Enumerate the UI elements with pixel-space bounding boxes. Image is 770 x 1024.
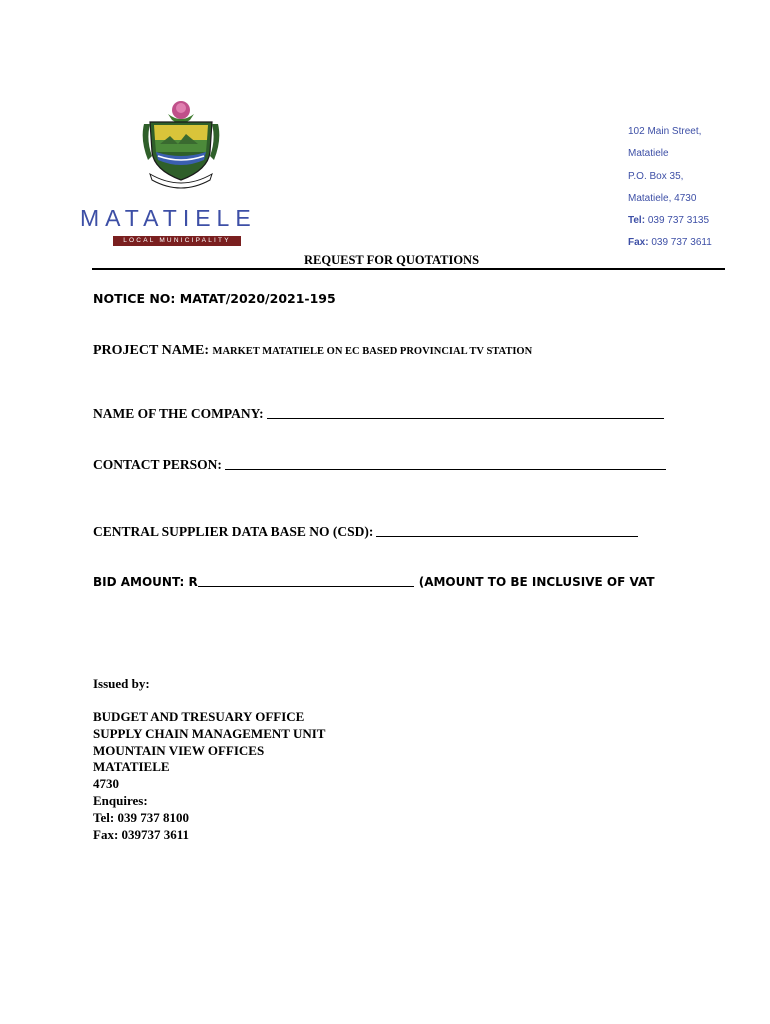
header-divider — [92, 268, 725, 270]
municipal-crest-logo — [138, 100, 224, 192]
project-name-line — [93, 343, 532, 359]
bid-blank-line[interactable] — [198, 585, 414, 587]
csd-label: CENTRAL SUPPLIER DATA BASE NO (CSD): — [93, 524, 374, 539]
address-tel — [628, 215, 712, 237]
bid-amount-field[interactable] — [93, 575, 655, 589]
bid-note: (AMOUNT TO BE INCLUSIVE OF VAT — [418, 575, 655, 589]
issued-by-label: Issued by: — [93, 676, 150, 691]
address-town: Matatiele — [628, 148, 669, 160]
office-line: MOUNTAIN VIEW OFFICES — [93, 742, 265, 758]
fax-value: 039 737 3611 — [651, 237, 712, 249]
tel-label: Tel: — [628, 215, 646, 227]
issuing-office-block — [93, 709, 325, 843]
office-line: SUPPLY CHAIN MANAGEMENT UNIT — [93, 725, 326, 741]
contact-person-field[interactable] — [93, 457, 666, 473]
office-line: Tel: 039 737 8100 — [93, 809, 189, 825]
company-label: NAME OF THE COMPANY: — [93, 406, 264, 421]
contact-blank-line[interactable] — [225, 468, 666, 470]
office-line: BUDGET AND TRESUARY OFFICE — [93, 709, 305, 724]
municipality-subtitle-band: LOCAL MUNICIPALITY — [113, 236, 241, 246]
office-line: MATATIELE — [93, 759, 170, 775]
bid-label: BID AMOUNT: R — [93, 575, 198, 589]
address-block — [628, 126, 712, 260]
fax-label: Fax: — [628, 237, 649, 249]
contact-label: CONTACT PERSON: — [93, 457, 222, 472]
office-line: Fax: 039737 3611 — [93, 826, 190, 842]
address-street: 102 Main Street, — [628, 126, 702, 137]
project-value: MARKET MATATIELE ON EC BASED PROVINCIAL TV STATION — [212, 346, 533, 357]
document-heading: REQUEST FOR QUOTATIONS — [304, 253, 480, 267]
project-label: PROJECT NAME: — [93, 343, 210, 358]
office-line: 4730 — [93, 776, 119, 792]
company-blank-line[interactable] — [267, 417, 664, 419]
csd-number-field[interactable] — [93, 524, 638, 540]
csd-blank-line[interactable] — [376, 535, 638, 537]
address-fax — [628, 237, 712, 259]
tel-value: 039 737 3135 — [647, 215, 709, 227]
company-name-field[interactable] — [93, 406, 664, 422]
protea-flower-icon — [168, 101, 194, 123]
office-line: Enquires: — [93, 792, 148, 808]
address-po-box: P.O. Box 35, — [628, 170, 684, 182]
address-town-code: Matatiele, 4730 — [628, 192, 697, 204]
municipality-name: MATATIELE — [80, 205, 257, 231]
notice-number: NOTICE NO: MATAT/2020/2021-195 — [93, 291, 336, 306]
